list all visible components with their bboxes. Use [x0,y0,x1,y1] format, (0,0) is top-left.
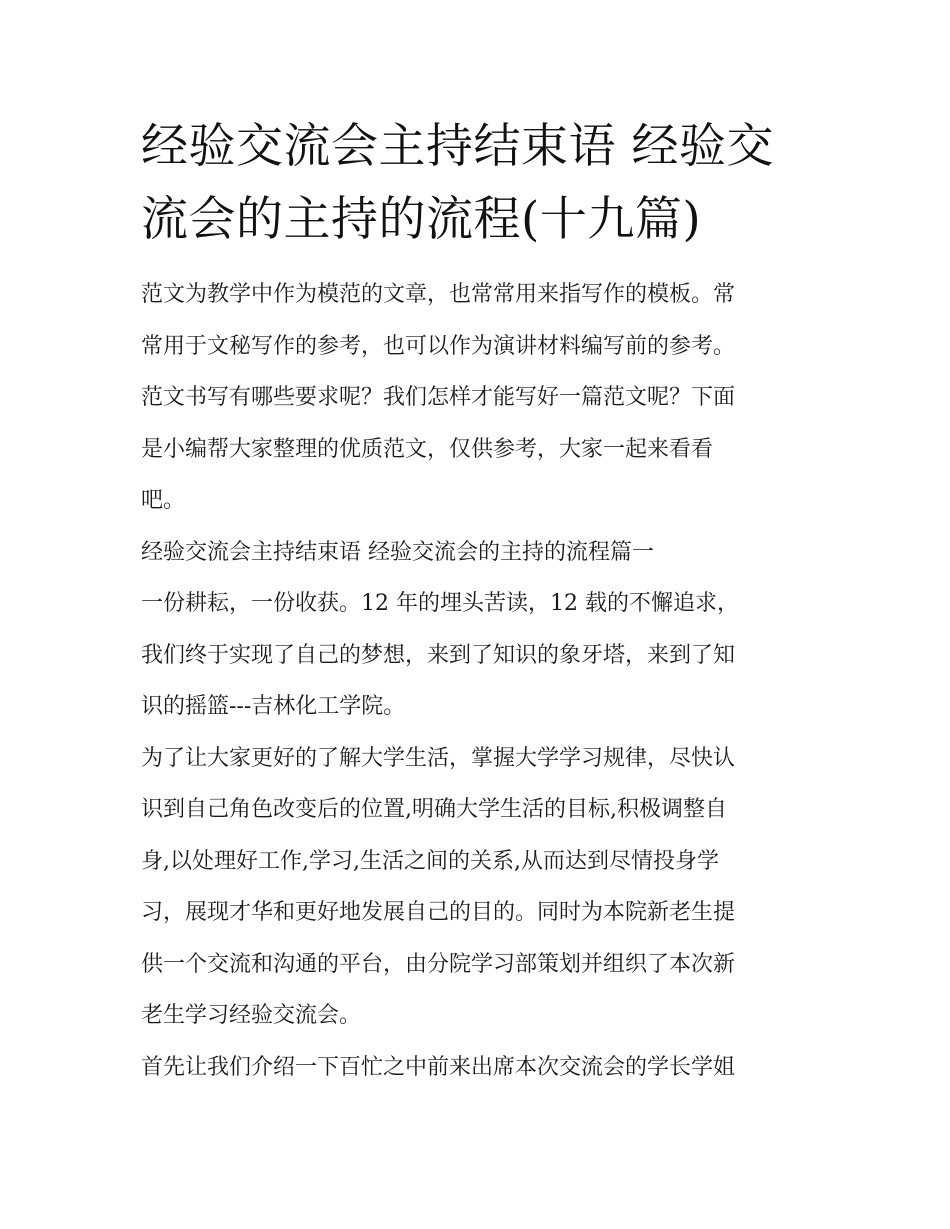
text-line: 范文为教学中作为模范的文章，也常常用来指写作的模板。常 [141,282,736,307]
title-line-2: 流会的主持的流程(十九篇) [141,192,702,247]
text-line: 是小编帮大家整理的优质范文，仅供参考，大家一起来看看 [141,436,714,462]
text-line: 识的摇篮---吉林化工学院。 [141,694,406,719]
text-line: 我们终于实现了自己的梦想，来到了知识的象牙塔，来到了知 [141,642,736,668]
text-line: 习，展现才华和更好地发展自己的目的。同时为本院新老生提 [141,900,736,925]
text-line: 身,以处理好工作,学习,生活之间的关系,从而达到尽情投身学 [141,848,719,874]
text-line: 一份耕耘，一份收获。12 年的埋头苦读，12 载的不懈追求， [141,591,739,616]
text-line: 首先让我们介绍一下百忙之中前来出席本次交流会的学长学姐 [141,1054,736,1080]
text-line: 老生学习经验交流会。 [141,1003,362,1028]
text-line: 范文书写有哪些要求呢？我们怎样才能写好一篇范文呢？下面 [141,385,736,410]
text-line: 供一个交流和沟通的平台，由分院学习部策划并组织了本次新 [141,951,736,977]
title-line-1: 经验交流会主持结束语 经验交 [141,119,774,174]
paragraph-introduce-guests [141,1042,813,1094]
document-content [141,110,813,1093]
text-line: 经验交流会主持结束语 经验交流会的主持的流程篇一 [141,539,654,565]
paragraph-purpose [141,733,813,1042]
text-line: 吧。 [141,488,186,513]
paragraph-intro [141,269,813,527]
document-title [141,110,813,256]
section-heading [141,527,813,579]
text-line: 常用于文秘写作的参考，也可以作为演讲材料编写前的参考。 [141,333,736,359]
text-line: 为了让大家更好的了解大学生活，掌握大学学习规律，尽快认 [141,745,736,771]
paragraph-harvest [141,578,813,733]
document-body [141,269,813,1093]
text-line: 识到自己角色改变后的位置,明确大学生活的目标,积极调整自 [141,797,727,822]
